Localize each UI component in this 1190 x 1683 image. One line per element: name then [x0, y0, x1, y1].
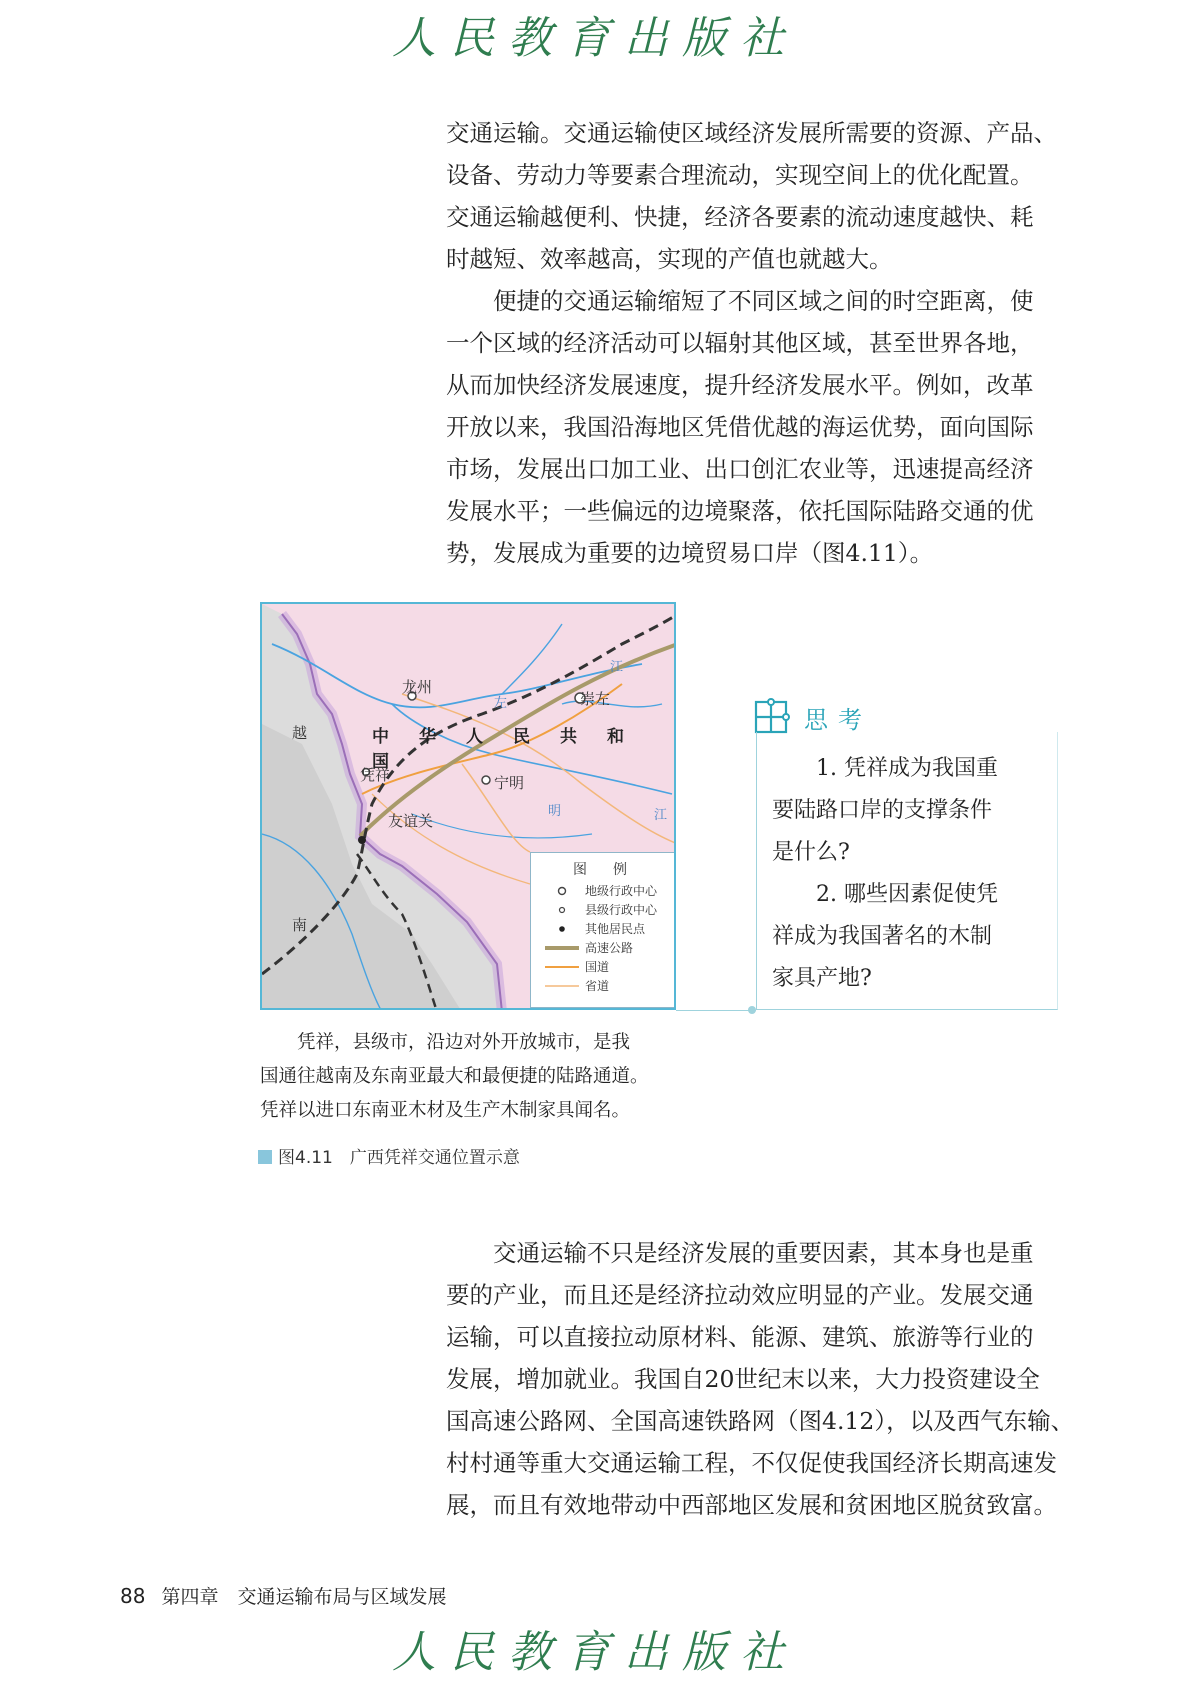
caption-line: 国通往越南及东南亚最大和最便捷的陆路通道。 [260, 1066, 649, 1087]
map-label-river-jiang: 江 [610, 660, 624, 675]
settlement-icon [545, 923, 579, 935]
paragraph-1 [446, 112, 1060, 280]
think-line: 要陆路口岸的支撑条件 [772, 798, 993, 823]
map-label-chongzuo: 崇左 [580, 690, 611, 708]
paragraph-3 [446, 1232, 1075, 1526]
paragraph-2 [446, 280, 1060, 574]
page-footer [120, 1582, 446, 1609]
page-number: 88 [120, 1584, 146, 1608]
figure-label [258, 1143, 520, 1168]
paragraph-line: 从而加快经济发展速度，提升经济发展水平。例如，改革 [446, 371, 1034, 399]
legend-item [531, 881, 676, 900]
paragraph-line: 势，发展成为重要的边境贸易口岸（图4.11）。 [446, 539, 934, 567]
publisher-watermark-top: 人民教育出版社 [392, 13, 798, 64]
ningming-marker [482, 776, 490, 784]
caption-line: 凭祥以进口东南亚木材及生产木制家具闻名。 [260, 1100, 631, 1121]
paragraph-line: 要的产业，而且还是经济拉动效应明显的产业。发展交通 [446, 1281, 1034, 1309]
map-label-river-zuo: 左 [494, 696, 508, 711]
legend-item [531, 900, 676, 919]
paragraph-line: 发展，增加就业。我国自20世纪末以来，大力投资建设全 [446, 1365, 1040, 1393]
paragraph-line: 交通运输。交通运输使区域经济发展所需要的资源、产品、 [446, 119, 1057, 147]
paragraph-line: 交通运输越便利、快捷，经济各要素的流动速度越快、耗 [446, 203, 1034, 231]
paragraph-line: 运输，可以直接拉动原材料、能源、建筑、旅游等行业的 [446, 1323, 1034, 1351]
map-label-ningming: 宁明 [494, 774, 525, 792]
legend-item [531, 938, 676, 957]
map-label-china: 中华人民共和国 [372, 727, 654, 772]
prefecture-center-icon [545, 885, 579, 897]
figure-marker-icon [258, 1150, 272, 1164]
map-label-vietnam-yue: 越 [292, 724, 308, 742]
legend-item-label: 国道 [585, 960, 610, 974]
paragraph-line: 交通运输不只是经济发展的重要因素，其本身也是重 [446, 1239, 1034, 1267]
paragraph-line: 市场，发展出口加工业、出口创汇农业等，迅速提高经济 [446, 455, 1034, 483]
national-road-icon [545, 961, 579, 973]
caption-line: 凭祥，县级市，沿边对外开放城市，是我 [260, 1032, 631, 1053]
think-title: 思考 [804, 706, 872, 734]
puzzle-icon [752, 696, 796, 736]
figure-label-text: 图4.11 广西凭祥交通位置示意 [278, 1148, 520, 1168]
highway-icon [545, 942, 579, 954]
legend-item-label: 县级行政中心 [585, 903, 658, 917]
think-questions [772, 748, 1042, 1000]
chapter-title: 第四章 交通运输布局与区域发展 [161, 1586, 447, 1608]
think-line: 祥成为我国著名的木制 [772, 924, 993, 949]
youyiguan-marker [358, 836, 366, 844]
pingxiang-traffic-map [260, 602, 676, 1010]
legend-item-label: 省道 [585, 979, 610, 993]
map-label-river-jiang2: 江 [654, 808, 668, 823]
paragraph-line: 一个区域的经济活动可以辐射其他区域，甚至世界各地， [446, 329, 1034, 357]
think-connector-line [676, 1010, 756, 1011]
paragraph-line: 设备、劳动力等要素合理流动，实现空间上的优化配置。 [446, 161, 1034, 189]
paragraph-line: 展，而且有效地带动中西部地区发展和贫困地区脱贫致富。 [446, 1491, 1057, 1519]
county-center-icon [545, 904, 579, 916]
provincial-road-icon [545, 980, 579, 992]
think-line: 1. 凭祥成为我国重 [772, 756, 998, 781]
paragraph-line: 发展水平；一些偏远的边境聚落，依托国际陆路交通的优 [446, 497, 1034, 525]
legend-title: 图 例 [573, 862, 633, 878]
think-line: 2. 哪些因素促使凭 [772, 882, 998, 907]
think-line: 家具产地? [772, 966, 872, 991]
legend-item-label: 其他居民点 [585, 922, 646, 936]
map-legend [530, 852, 676, 1008]
map-label-youyiguan: 友谊关 [388, 812, 434, 830]
map-label-vietnam-nan: 南 [292, 916, 308, 934]
publisher-watermark-bottom: 人民教育出版社 [392, 1627, 798, 1678]
map-label-pingxiang: 凭祥 [360, 766, 391, 784]
legend-item [531, 957, 676, 976]
think-header [752, 696, 872, 736]
paragraph-line: 开放以来，我国沿海地区凭借优越的海运优势，面向国际 [446, 413, 1034, 441]
legend-item-label: 高速公路 [585, 941, 634, 955]
paragraph-line: 国高速公路网、全国高速铁路网（图4.12），以及西气东输、 [446, 1407, 1075, 1435]
legend-item [531, 919, 676, 938]
map-caption [260, 1026, 680, 1128]
legend-item [531, 976, 676, 995]
paragraph-line: 时越短、效率越高，实现的产值也就越大。 [446, 245, 893, 273]
map-label-river-ming: 明 [548, 804, 562, 819]
think-line: 是什么? [772, 840, 850, 865]
legend-item-label: 地级行政中心 [585, 884, 658, 898]
map-label-longzhou: 龙州 [402, 678, 433, 696]
paragraph-line: 便捷的交通运输缩短了不同区域之间的时空距离，使 [446, 287, 1034, 315]
think-box [752, 696, 1062, 1012]
paragraph-line: 村村通等重大交通运输工程，不仅促使我国经济长期高速发 [446, 1449, 1057, 1477]
